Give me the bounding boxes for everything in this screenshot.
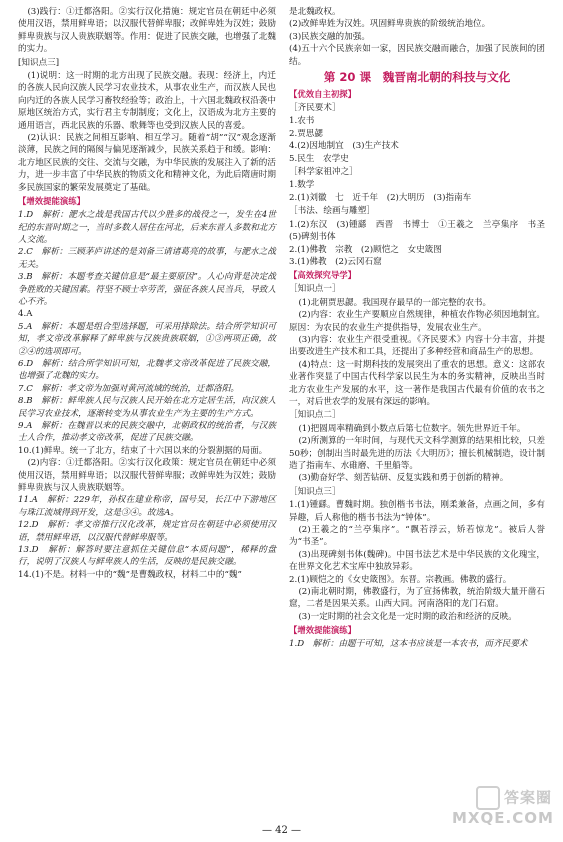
right-column (289, 6, 554, 651)
answer-item: 1.农书 (289, 116, 315, 127)
paragraph: (2)王羲之的“兰亭集序”。“飘若浮云，矫若惊龙”。被后人誉为“书圣”。 (289, 525, 545, 548)
left-column (18, 6, 276, 581)
section-heading: 【优效自主初探】 (289, 89, 356, 100)
paragraph: 2.(1)顾恺之的《女史箴图》。东晋。宗教画。佛教的盛行。 (289, 574, 512, 585)
paragraph: (2)内容：农业生产要顺应自然规律，种植农作物必须因地制宜。原因：为农民的农业生产提供指导，发展农业生产。 (289, 310, 545, 333)
paragraph: (3)民族交融的加强。 (289, 31, 370, 42)
paragraph: (4)五十六个民族亲如一家，因民族交融而融合，加强了民族间的团结。 (289, 44, 545, 67)
paragraph: (1)北朝贾思勰。我国现存最早的一部完整的农书。 (298, 297, 492, 308)
answer-item: 2.C 解析：三顾茅庐讲述的是刘备三请诸葛亮的故事，与淝水之战无关。 (18, 247, 276, 270)
section-heading: 【增效提能演练】 (18, 196, 85, 207)
answer-item: 14.(1)不是。材料一中的“魏”是曹魏政权，材料二中的“魏” (18, 569, 242, 580)
answer-item: 2.(1)佛教 宗教 (2)顾恺之 女史箴图 (289, 244, 442, 255)
paragraph: (2)南北朝时期，佛教盛行，为了宣扬佛教，统治阶级大量开凿石窟，二者是因果关系。山西大同。河南洛阳的龙门石窟。 (289, 587, 545, 610)
paragraph: (3)践行：①迁都洛阳。②实行汉化措施：规定官员在朝廷中必须使用汉语，禁用鲜卑语；以汉服代替鲜卑服；改鲜卑姓为汉姓；鼓励鲜卑贵族与汉人贵族联姻等。作用：促进了民族交融，也增强了北魏的实力。 (18, 7, 276, 55)
section-label: ［知识点二］ (289, 410, 341, 421)
answer-item: 1.(2)东汉 (3)锺繇 西晋 书博士 ①王羲之 兰亭集序 书圣 (5)碑刻书体 (289, 219, 554, 243)
paragraph: 是北魏政权。 (289, 7, 341, 17)
answer-item: 2.贾思勰 (289, 128, 323, 139)
answer-item: 3.(1)佛教 (2)云冈石窟 (289, 256, 382, 267)
paragraph: 1.(1)锺繇。曹魏时期。独创楷书书法，刚柔兼备，点画之间，多有异趣，后人称他的楷书书法为“钟体”。 (289, 500, 545, 523)
section-label: ［知识点一］ (289, 284, 341, 295)
answer-item: (2)内容：①迁都洛阳。②实行汉化政策：规定官员在朝廷中必须使用汉语，禁用鲜卑语；以汉服代替鲜卑服；改鲜卑姓为汉姓；鼓励鲜卑贵族与汉人贵族联姻等。 (18, 458, 276, 494)
watermark-text: 答案圈 (503, 788, 552, 807)
section-label: ［书法、绘画与雕塑］ (289, 206, 375, 217)
answer-item: 10.(1)鲜卑。统一了北方，结束了十六国以来的分裂割据的局面。 (18, 445, 268, 456)
paragraph: (2)改鲜卑姓为汉姓。巩固鲜卑贵族的阶级统治地位。 (289, 19, 491, 30)
lesson-title: 第 20 课 魏晋南北朝的科技与文化 (323, 70, 511, 85)
paragraph: (3)勤奋好学、刻苦钻研、反复实践和勇于创新的精神。 (298, 473, 509, 484)
answer-item: 1.D 解析：由题干可知，这本书应该是一本农书，而齐民要术 (289, 639, 528, 650)
section-label: [知识点三] (18, 57, 60, 68)
site-watermark (452, 786, 552, 834)
answer-item: 12.D 解析：孝文帝推行汉化改革，规定官员在朝廷中必须使用汉语，禁用鲜卑语，以汉服代替鲜卑服等。 (18, 520, 276, 543)
answer-item: 4.(2)因地制宜 (3)生产技术 (289, 141, 399, 152)
section-heading: 【增效提能演练】 (289, 625, 356, 636)
answer-item: 3.B 解析：本题考查关键信息是“最主要原因”。人心向背是决定战争胜败的关键因素。符坚不顾士卒劳苦，强征各族人民当兵，导致人心不齐。 (18, 272, 276, 307)
answer-item: 5.民生 农学史 (289, 153, 349, 164)
answer-item: 7.C 解析：孝文帝为加强对黄河流域的统治，迁都洛阳。 (18, 383, 240, 394)
answer-item: 1.D 解析：淝水之战是我国古代以少胜多的战役之一，发生在4世纪的东晋时期之一，当时多数人居住在河北，后来东晋人多数和北方人交流。 (18, 210, 276, 245)
answer-item: 13.D 解析：解答时要注意抓住关键信息“本质问题”，稀释的盘行，说明了汉族人与鲜卑族人的生活，反映的是民族交融。 (18, 545, 276, 568)
answer-item: 11.A 解析：229年，孙权在建业称帝，国号吴，长江中下游地区与珠江流域得到开发，这是③④。故选A。 (18, 495, 276, 518)
answer-item: 4.A (18, 309, 33, 320)
section-heading: 【高效探究导学】 (289, 270, 356, 281)
answer-item: 8.B 解析：鲜卑族人民与汉族人民开始在北方定居生活，向汉族人民学习农业技术，逐渐转变为从事农业生产为主要的生产方式。 (18, 396, 276, 419)
answer-item: 1.数学 (289, 180, 315, 191)
paragraph: (1)说明：这一时期的北方出现了民族交融。表现：经济上，内迁的各族人民向汉族人民学习农业技术，从事农业生产，而汉族人民也向内迁的各族人民学习畜牧经验等；政治上，十六国北魏政权沿袭中原地区统治方式，实行君主专制制度；文化上，汉语成为北方主要的通用语言，西北民族的乐器、歌舞等也受到汉族人民的喜爱。 (18, 71, 276, 131)
section-label: ［科学家祖冲之］ (289, 167, 358, 178)
answer-item: 2.(1)刘徽 七 近千年 (2)大明历 (3)指南车 (289, 192, 472, 203)
answer-item: 6.D 解析：结合所学知识可知，北魏孝文帝改革促进了民族交融，也增强了北魏的实力。 (18, 358, 276, 382)
section-label: ［知识点三］ (289, 486, 341, 497)
paragraph: (3)内容：农业生产很受重视。《齐民要术》内容十分丰富，并提出要改进生产技术和工具，还提出了多种经营和商品生产的思想。 (289, 334, 545, 358)
paragraph: (3)一定时期的社会文化是一定时期的政治和经济的反映。 (298, 611, 517, 622)
paragraph: (1)把圆周率精确到小数点后第七位数字。领先世界近千年。 (298, 423, 526, 434)
watermark-logo-icon (476, 786, 500, 810)
paragraph: (4)特点：这一时期科技的发展突出了重农的思想。意义：这部农业著作突显了中国古代科学家以民生为本的务实精神，反映出当时北方农业生产发展的水平，这一著作是我国古代最有价值的农书之一，对后世农学的发展有深远的影响。 (289, 359, 545, 407)
paragraph: (2)所测算的一年时间，与现代天文科学测算的结果相比较，只差50秒；创制出当时最先进的历法《大明历》；擅长机械制造，设计制造了指南车、水碓磨、千里船等。 (289, 436, 545, 471)
answer-item: 5.A 解析：本题是组合型选择题，可采用排除法。结合所学知识可知，孝文帝改革解释了鲜卑族与汉族贵族联姻，①③两项正确，故②④的选项即可。 (18, 321, 276, 357)
paragraph: (3)出现碑刻书体(魏碑)。中国书法艺术是中华民族的文化瑰宝，在世界文化艺术宝库中独放异彩。 (289, 549, 545, 573)
answer-item: 9.A 解析：在魏晋以来的民族交融中，北朝政权的统治者，与汉族士人合作，推动孝文帝改革，促进了民族交融。 (18, 421, 276, 444)
watermark-url: MXQE.COM (452, 809, 554, 827)
page-number: — 42 — (261, 825, 302, 836)
section-label: ［齐民要术］ (289, 103, 341, 114)
paragraph: (2)认识：民族之间相互影响、相互学习。随着“胡”“汉”观念逐渐淡薄，民族之间的隔阂与偏见逐渐减少，民族关系趋于和缓。影响：北方地区民族的交往、交流与交融，为中华民族的发展注入了新的活力，进一步丰富了中华民族的物质文化和精神文化，为此后隋唐时期多民族国家的繁荣发展奠定了基础。 (18, 133, 276, 193)
